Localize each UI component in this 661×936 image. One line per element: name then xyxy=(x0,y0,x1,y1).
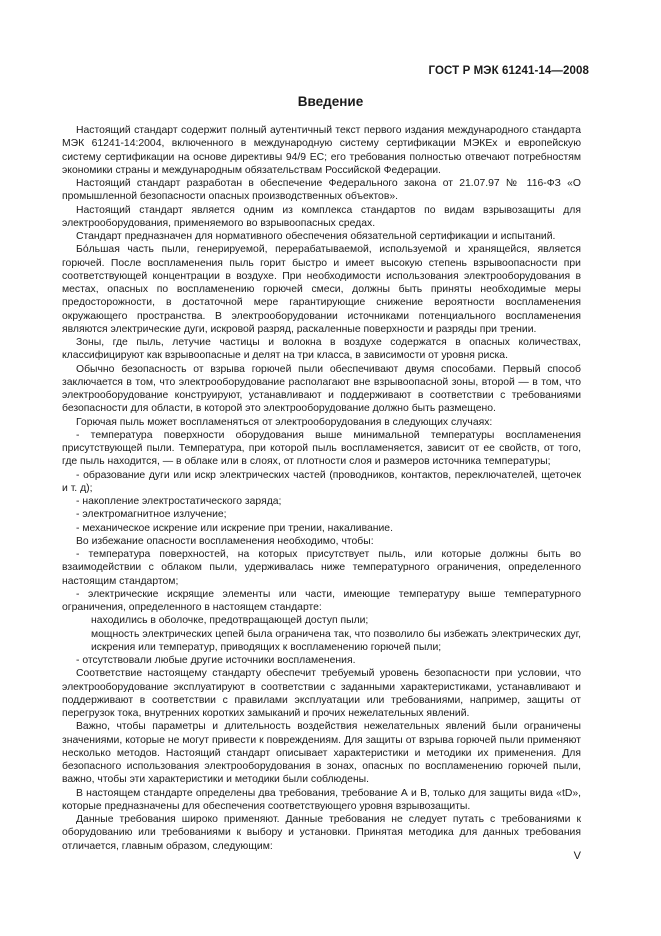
paragraph: В настоящем стандарте определены два требования, требование А и В, только для защиты вида «tD», которые предназначены для обеспечения соответствующего уровня взрывозащиты. xyxy=(62,787,581,812)
paragraph: Обычно безопасность от взрыва горючей пыли обеспечивают двумя способами. Первый способ заключается в том, что электрооборудование располагают вне взрывоопасной зоны, второй — в том, что электрооборудование конструируют, устанавливают и поддерживают в соответствии с требованиями безопасности для области, в которой это электрооборудование должно быть размещено. xyxy=(62,363,581,415)
paragraph: Горючая пыль может воспламеняться от электрооборудования в следующих случаях: xyxy=(76,416,493,428)
section-title: Введение xyxy=(297,94,364,109)
paragraph: Настоящий стандарт разработан в обеспечение Федерального закона от 21.07.97 № 116-ФЗ «О промышленной безопасности опасных производственных объектов». xyxy=(62,178,581,203)
paragraph: Настоящий стандарт содержит полный аутентичный текст первого издания международного стандарта МЭК 61241-14:2004, включенного в международную систему сертификации МЭКЕх и европейскую систему сертификации на основе директивы 94/9 ЕС; его требования полностью отвечают потребностям экономики страны и международным обязательствам Российской Федерации. xyxy=(62,125,581,176)
list-item: - накопление электростатического заряда; xyxy=(76,496,282,507)
list-item: - электрические искрящие элементы или части, имеющие температуру выше температурного ограничения, определенного в настоящем стандарте: xyxy=(62,588,581,613)
list-item: - механическое искрение или искрение при трении, накаливание. xyxy=(76,522,393,534)
paragraph: Данные требования широко применяют. Данные требования не следует путать с требованиями к оборудованию или требованиями к выбору и установки. Принятая методика для данных требования отличается, главным образом, следующим: xyxy=(62,814,581,852)
page-number: V xyxy=(573,850,581,862)
paragraph: Бо́льшая часть пыли, генерируемой, перерабатываемой, используемой и хранящейся, является горючей. После воспламенения пыль горит быстро и имеет высокую степень взрывоопасности при соответствующей концентрации в воздухе. При необходимости использования электрооборудования в местах, опасных по воспламенению горючей смеси, должны быть приняты необходимые меры предосторожности, в достаточной мере гарантирующие снижение вероятности воспламенения окружающего пространства. В электрооборудовании источниками потенциального воспламенения являются электрические дуги, искровой разряд, раскаленные поверхности и разряды при трении. xyxy=(62,244,581,335)
paragraph: Стандарт предназначен для нормативного обеспечения обязательной сертификации и испытаний. xyxy=(76,231,556,242)
paragraph: Во избежание опасности воспламенения необходимо, чтобы: xyxy=(76,535,374,547)
list-item: - электромагнитное излучение; xyxy=(76,509,227,521)
list-item: - отсутствовали любые другие источники воспламенения. xyxy=(76,655,356,666)
paragraph: Важно, чтобы параметры и длительность воздействия нежелательных явлений были ограничены значениями, которые не могут привести к повреждениям. Для защиты от взрыва горючей пыли применяют несколько методов. Настоящий стандарт описывает характеристики и методики их применения. Для безопасного использования электрооборудования в зонах, опасных по воспламенению горючей пыли, важно, чтобы эти характеристики и методики были соблюдены. xyxy=(62,721,581,786)
sub-list-item: находились в оболочке, предотвращающей доступ пыли; xyxy=(91,615,369,627)
paragraph: Соответствие настоящему стандарту обеспечит требуемый уровень безопасности при условии, что электрооборудование эксплуатируют в соответствии с заданными характеристиками, устанавливают и поддерживают в соответствии с правилами эксплуатации или требованиями, например, защиты от перегрузок тока, внутренних коротких замыканий и прочих нежелательных явлений. xyxy=(62,668,581,719)
list-item: - температура поверхностей, на которых присутствует пыль, или которые должны быть во взаимодействии с облаком пыли, удерживалась ниже температурного ограничения, определенного настоящим стандартом; xyxy=(62,549,581,587)
list-item: - образование дуги или искр электрических частей (проводников, контактов, переключателей, щеточек и т. д); xyxy=(62,469,581,494)
paragraph: Настоящий стандарт является одним из комплекса стандартов по видам взрывозащиты для электрооборудования, применяемого во взрывоопасных средах. xyxy=(62,204,581,229)
body-text xyxy=(62,124,581,853)
standard-code: ГОСТ Р МЭК 61241-14—2008 xyxy=(428,65,589,77)
paragraph: Зоны, где пыль, летучие частицы и волокна в воздухе содержатся в опасных количествах, классифицируют как взрывоопасные и делят на три класса, в зависимости от уровня риска. xyxy=(62,337,581,362)
sub-list-item: мощность электрических цепей была ограничена так, что позволило бы избежать электрических дуг, искрения или температур, приводящих к воспламенению горючей пыли; xyxy=(91,628,581,653)
list-item: - температура поверхности оборудования выше минимальной температуры воспламенения присутствующей пыли. Температура, при которой пыль воспламеняется, зависит от ее свойств, от того, где пыль находится, — в облаке или в слоях, от плотности слоя и размеров источника температуры; xyxy=(62,429,581,468)
